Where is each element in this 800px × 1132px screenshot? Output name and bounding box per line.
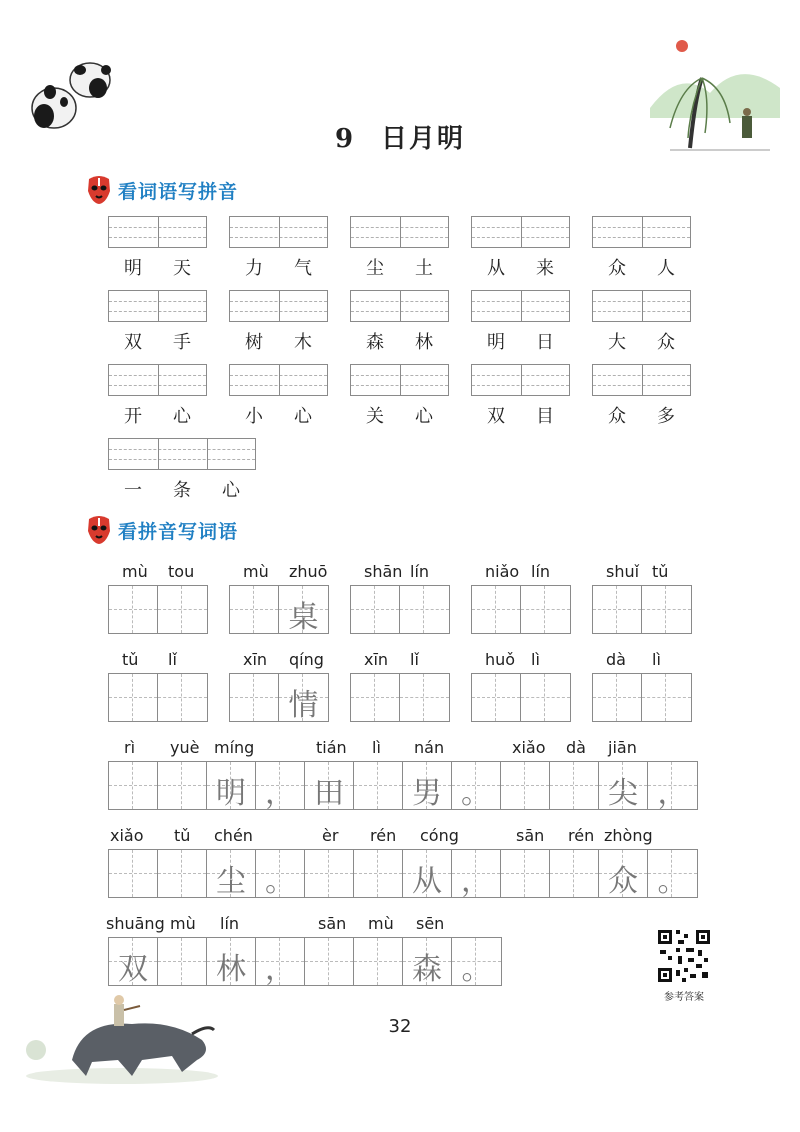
- writing-cell[interactable]: [521, 586, 570, 633]
- writing-cell[interactable]: [400, 586, 449, 633]
- writing-cell[interactable]: [403, 762, 452, 809]
- writing-cell[interactable]: [109, 762, 158, 809]
- pinyin-syllable: lín: [531, 562, 551, 581]
- tianzige-writing-box[interactable]: [229, 673, 329, 722]
- word-character: 大: [608, 332, 626, 353]
- word-character: 目: [536, 406, 554, 427]
- word-character: 条: [173, 480, 191, 501]
- cell-character: ，: [657, 776, 688, 811]
- lesson-title: [0, 118, 800, 155]
- word-character: 气: [294, 258, 312, 279]
- writing-cell[interactable]: [521, 674, 570, 721]
- word-character: 林: [415, 332, 433, 353]
- word-character: 来: [536, 258, 554, 279]
- writing-cell[interactable]: [158, 850, 207, 897]
- pinyin-writing-box[interactable]: [350, 290, 449, 322]
- cell-character: 田: [314, 776, 344, 811]
- pinyin-syllable: jiān: [608, 738, 637, 757]
- tianzige-writing-box[interactable]: [108, 937, 502, 986]
- cell-character: ，: [265, 952, 295, 987]
- word-character: 小: [245, 406, 263, 427]
- cell-character: 。: [657, 864, 688, 899]
- cell-character: 。: [461, 952, 492, 987]
- writing-cell[interactable]: [642, 674, 691, 721]
- section2-title: 看拼音写词语: [118, 520, 239, 543]
- pinyin-writing-box[interactable]: [471, 364, 570, 396]
- word-character: 众: [657, 332, 675, 353]
- pinyin-syllable: tǔ: [122, 650, 139, 669]
- pinyin-writing-box[interactable]: [108, 438, 256, 470]
- pinyin-syllable: shuǐ: [606, 562, 640, 581]
- pinyin-writing-box[interactable]: [229, 364, 328, 396]
- cell-character: 明: [216, 776, 246, 811]
- word-character: 明: [124, 258, 142, 279]
- pinyin-syllable: èr: [322, 826, 339, 845]
- qr-code-icon: [656, 928, 712, 984]
- pinyin-syllable: tou: [168, 562, 195, 581]
- writing-cell[interactable]: [158, 762, 207, 809]
- word-character: 土: [415, 258, 433, 279]
- writing-cell[interactable]: [501, 850, 550, 897]
- cell-character: 尖: [608, 776, 638, 811]
- pinyin-syllable: xīn: [364, 650, 389, 669]
- pinyin-syllable: lín: [410, 562, 430, 581]
- writing-cell[interactable]: [158, 938, 207, 985]
- pinyin-syllable: sān: [318, 914, 347, 933]
- word-character: 力: [245, 258, 263, 279]
- pinyin-syllable: niǎo: [485, 562, 520, 581]
- opera-mask-icon: [86, 515, 112, 545]
- tianzige-writing-box[interactable]: [108, 673, 208, 722]
- pinyin-writing-box[interactable]: [471, 290, 570, 322]
- writing-cell[interactable]: [354, 850, 403, 897]
- pinyin-syllable: lì: [372, 738, 381, 757]
- writing-cell[interactable]: [351, 586, 400, 633]
- section1-title: 看词语写拼音: [118, 180, 239, 203]
- pinyin-syllable: rì: [124, 738, 136, 757]
- pinyin-writing-box[interactable]: [350, 216, 449, 248]
- writing-cell[interactable]: [472, 674, 521, 721]
- pinyin-writing-box[interactable]: [592, 290, 691, 322]
- pinyin-syllable: lǐ: [168, 650, 177, 669]
- pinyin-writing-box[interactable]: [350, 364, 449, 396]
- writing-cell[interactable]: [452, 762, 501, 809]
- word-character: 众: [608, 406, 626, 427]
- cell-character: 尘: [216, 864, 246, 899]
- pinyin-syllable: lì: [531, 650, 540, 669]
- word-character: 双: [487, 406, 505, 427]
- pinyin-syllable: huǒ: [485, 650, 516, 669]
- cell-character: 森: [412, 952, 442, 987]
- word-character: 心: [222, 480, 240, 501]
- word-character: 从: [487, 258, 505, 279]
- writing-cell[interactable]: [550, 850, 599, 897]
- writing-cell[interactable]: [279, 586, 328, 633]
- pinyin-syllable: zhuō: [289, 562, 328, 581]
- writing-cell[interactable]: [256, 762, 305, 809]
- word-character: 尘: [366, 258, 384, 279]
- lesson-name: 日月明: [381, 124, 466, 154]
- writing-cell[interactable]: [109, 586, 158, 633]
- cell-character: 从: [412, 864, 442, 899]
- writing-cell[interactable]: [207, 938, 256, 985]
- pinyin-writing-box[interactable]: [592, 364, 691, 396]
- pinyin-syllable: nán: [414, 738, 445, 757]
- word-character: 心: [415, 406, 433, 427]
- word-character: 树: [245, 332, 263, 353]
- writing-cell[interactable]: [109, 938, 158, 985]
- section1-heading: [86, 174, 238, 206]
- pinyin-writing-box[interactable]: [592, 216, 691, 248]
- pinyin-writing-box[interactable]: [108, 364, 207, 396]
- pinyin-writing-box[interactable]: [471, 216, 570, 248]
- cell-character: 。: [265, 864, 295, 899]
- pinyin-syllable: xiǎo: [110, 826, 144, 845]
- word-character: 木: [294, 332, 312, 353]
- pinyin-syllable: sān: [516, 826, 545, 845]
- writing-cell[interactable]: [452, 850, 501, 897]
- qr-code-label: 参考答案: [664, 992, 704, 1003]
- writing-cell[interactable]: [109, 850, 158, 897]
- pinyin-writing-box[interactable]: [229, 216, 328, 248]
- word-character: 开: [124, 406, 142, 427]
- pinyin-syllable: xīn: [243, 650, 268, 669]
- word-character: 日: [536, 332, 554, 353]
- pinyin-writing-box[interactable]: [108, 216, 207, 248]
- cell-character: 双: [118, 952, 148, 987]
- writing-cell[interactable]: [648, 762, 697, 809]
- word-character: 心: [294, 406, 312, 427]
- writing-cell[interactable]: [452, 938, 501, 985]
- tianzige-writing-box[interactable]: [350, 585, 450, 634]
- writing-cell[interactable]: [472, 586, 521, 633]
- tianzige-writing-box[interactable]: [108, 761, 698, 810]
- word-character: 天: [173, 258, 191, 279]
- pinyin-syllable: tián: [316, 738, 347, 757]
- cell-character: 众: [608, 864, 638, 899]
- writing-cell[interactable]: [305, 762, 354, 809]
- tianzige-writing-box[interactable]: [471, 673, 571, 722]
- pinyin-syllable: zhòng: [604, 826, 653, 845]
- writing-cell[interactable]: [599, 762, 648, 809]
- pinyin-syllable: tǔ: [174, 826, 191, 845]
- writing-cell[interactable]: [109, 674, 158, 721]
- lesson-number: 9: [334, 124, 356, 154]
- pinyin-syllable: cóng: [420, 826, 459, 845]
- cell-character: 桌: [288, 600, 319, 635]
- writing-cell[interactable]: [158, 586, 207, 633]
- pinyin-syllable: míng: [214, 738, 255, 757]
- word-character: 森: [366, 332, 384, 353]
- tianzige-writing-box[interactable]: [350, 673, 450, 722]
- cell-character: ，: [461, 864, 491, 899]
- writing-cell[interactable]: [207, 762, 256, 809]
- pinyin-syllable: mù: [368, 914, 394, 933]
- writing-cell[interactable]: [354, 762, 403, 809]
- opera-mask-icon: [86, 175, 112, 205]
- word-character: 心: [173, 406, 191, 427]
- pinyin-syllable: lín: [220, 914, 240, 933]
- word-character: 人: [657, 258, 675, 279]
- writing-cell[interactable]: [305, 938, 354, 985]
- writing-cell[interactable]: [230, 586, 279, 633]
- pinyin-syllable: rén: [568, 826, 595, 845]
- pinyin-writing-box[interactable]: [229, 290, 328, 322]
- writing-cell[interactable]: [599, 850, 648, 897]
- pinyin-syllable: rén: [370, 826, 397, 845]
- page-number: 32: [388, 1016, 412, 1037]
- writing-cell[interactable]: [158, 674, 207, 721]
- writing-cell[interactable]: [354, 938, 403, 985]
- cell-character: 情: [288, 688, 319, 723]
- writing-cell[interactable]: [403, 850, 452, 897]
- pinyin-syllable: lǐ: [410, 650, 419, 669]
- tianzige-writing-box[interactable]: [108, 585, 208, 634]
- cell-character: ，: [265, 776, 295, 811]
- pinyin-syllable: tǔ: [652, 562, 669, 581]
- pinyin-syllable: shuāng: [106, 914, 165, 933]
- pinyin-writing-box[interactable]: [108, 290, 207, 322]
- writing-cell[interactable]: [400, 674, 449, 721]
- pinyin-syllable: sēn: [416, 914, 445, 933]
- writing-cell[interactable]: [501, 762, 550, 809]
- pinyin-syllable: mù: [243, 562, 269, 581]
- word-character: 众: [608, 258, 626, 279]
- tianzige-writing-box[interactable]: [229, 585, 329, 634]
- writing-cell[interactable]: [230, 674, 279, 721]
- writing-cell[interactable]: [593, 674, 642, 721]
- word-character: 一: [124, 480, 142, 501]
- writing-cell[interactable]: [403, 938, 452, 985]
- pinyin-syllable: dà: [606, 650, 626, 669]
- word-character: 关: [366, 406, 384, 427]
- writing-cell[interactable]: [642, 586, 691, 633]
- writing-cell[interactable]: [207, 850, 256, 897]
- writing-cell[interactable]: [305, 850, 354, 897]
- pinyin-syllable: lì: [652, 650, 661, 669]
- pinyin-syllable: chén: [214, 826, 253, 845]
- writing-cell[interactable]: [279, 674, 328, 721]
- pinyin-syllable: mù: [170, 914, 196, 933]
- pinyin-syllable: dà: [566, 738, 586, 757]
- word-character: 手: [173, 332, 191, 353]
- pinyin-syllable: yuè: [170, 738, 200, 757]
- tianzige-writing-box[interactable]: [592, 585, 692, 634]
- tianzige-writing-box[interactable]: [592, 673, 692, 722]
- writing-cell[interactable]: [550, 762, 599, 809]
- cell-character: 男: [412, 776, 442, 811]
- pinyin-syllable: shān: [364, 562, 403, 581]
- word-character: 多: [657, 406, 675, 427]
- pinyin-syllable: xiǎo: [512, 738, 546, 757]
- cell-character: 。: [461, 776, 491, 811]
- section2-heading: [86, 514, 238, 546]
- pinyin-syllable: mù: [122, 562, 148, 581]
- tianzige-writing-box[interactable]: [108, 849, 698, 898]
- boy-on-buffalo-illustration: [22, 990, 218, 1086]
- cell-character: 林: [216, 952, 246, 987]
- pinyin-syllable: qíng: [289, 650, 324, 669]
- writing-cell[interactable]: [351, 674, 400, 721]
- writing-cell[interactable]: [648, 850, 697, 897]
- tianzige-writing-box[interactable]: [471, 585, 571, 634]
- word-character: 双: [124, 332, 142, 353]
- writing-cell[interactable]: [593, 586, 642, 633]
- word-character: 明: [487, 332, 505, 353]
- writing-cell[interactable]: [256, 938, 305, 985]
- writing-cell[interactable]: [256, 850, 305, 897]
